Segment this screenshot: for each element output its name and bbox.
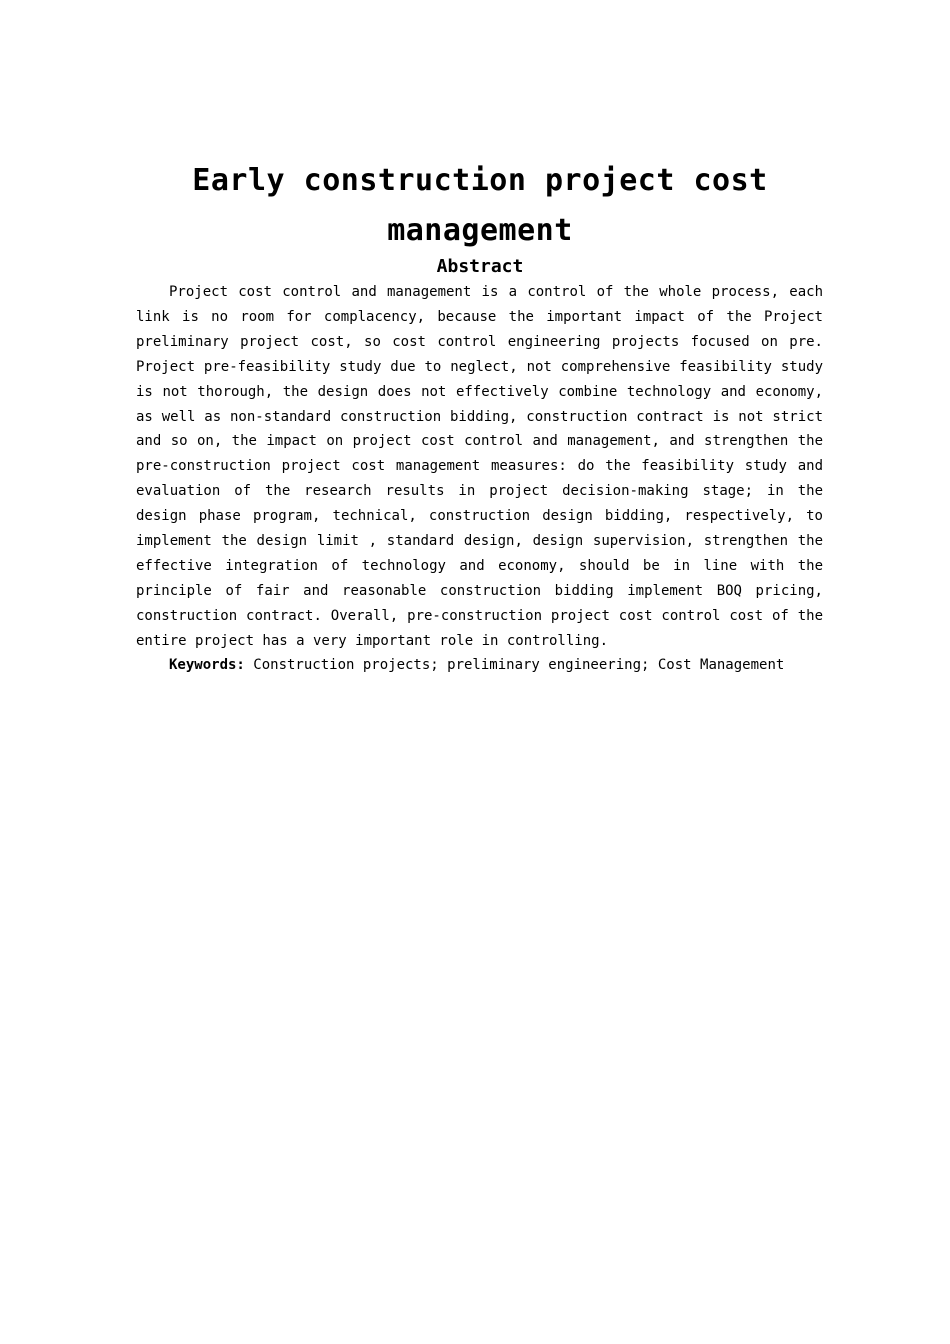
keywords-line: [136, 653, 823, 678]
document-title: Early construction project cost management: [192, 163, 768, 248]
abstract-heading: Abstract: [436, 256, 524, 277]
abstract-paragraph: Project cost control and management is a control of the whole process, each link is no room for complacency, because the important impact of the Project preliminary project cost, so cost control engineering projects focused on pre. Project pre-feasibility study due to neglect, not comprehensive feasibility study is not thorough, the design does not effectively combine technology and economy, as well as non-standard construction bidding, construction contract is not strict and so on, the impact on project cost control and management, and strengthen the pre-construction project cost management measures: do the feasibility study and evaluation of the research results in project decision-making stage; in the design phase program, technical, construction design bidding, respectively, to implement the design limit , standard design, design supervision, strengthen the effective integration of technology and economy, should be in line with the principle of fair and reasonable construction bidding implement BOQ pricing, construction contract. Overall, pre-construction project cost control cost of the entire project has a very important role in controlling.: [136, 284, 823, 649]
keywords-label: Keywords:: [169, 657, 245, 673]
keywords-list: Construction projects; preliminary engineering; Cost Management: [244, 657, 785, 673]
